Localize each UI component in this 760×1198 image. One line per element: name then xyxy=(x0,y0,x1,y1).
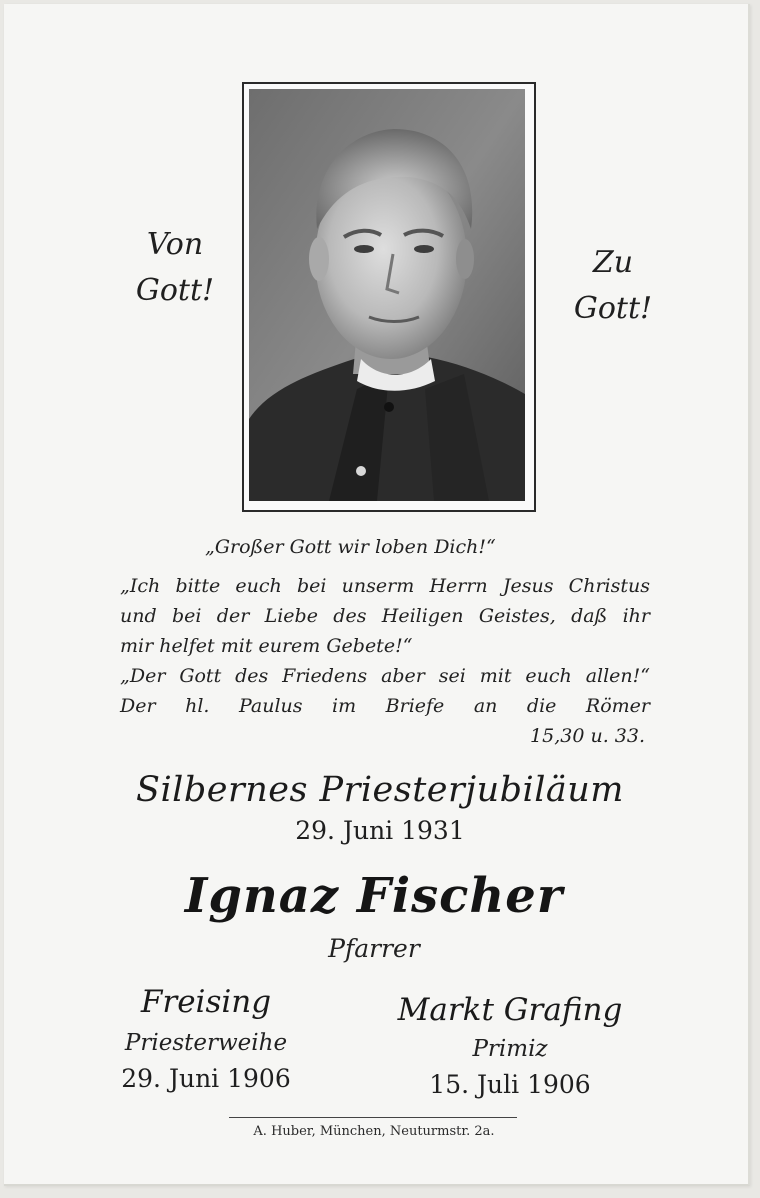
ordination-date: 29. Juni 1906 xyxy=(121,1064,291,1093)
side-text-right-line1: Zu xyxy=(592,245,634,280)
quote-line-2: „Ich bitte euch bei unserm Herrn Jesus Christus xyxy=(120,575,650,597)
person-title: Pfarrer xyxy=(328,934,420,963)
portrait-photo xyxy=(249,89,525,501)
jubilee-title: Silbernes Priesterjubiläum xyxy=(136,770,624,810)
quote-line-4: mir helfet mit eurem Gebete!“ xyxy=(120,635,413,657)
ordination-place: Freising xyxy=(140,984,272,1020)
quote-reference: 15,30 u. 33. xyxy=(530,725,645,747)
quote-line-1: „Großer Gott wir loben Dich!“ xyxy=(205,536,496,558)
first-mass-event: Primiz xyxy=(472,1036,548,1062)
imprint-divider xyxy=(229,1117,517,1118)
side-text-left-line2: Gott! xyxy=(135,273,215,308)
side-text-right xyxy=(548,240,678,332)
side-text-left xyxy=(110,222,240,314)
quote-line-5: „Der Gott des Friedens aber sei mit euch allen!“ xyxy=(120,665,650,687)
portrait-frame xyxy=(242,82,536,512)
first-mass-place: Markt Grafing xyxy=(397,992,623,1028)
person-name: Ignaz Fischer xyxy=(184,868,564,924)
jubilee-date: 29. Juni 1931 xyxy=(295,816,465,845)
quote-line-3: und bei der Liebe des Heiligen Geistes, daß ihr xyxy=(120,605,650,627)
ordination-event: Priesterweihe xyxy=(124,1030,288,1056)
first-mass-date: 15. Juli 1906 xyxy=(429,1070,591,1099)
side-text-right-line2: Gott! xyxy=(573,291,653,326)
quote-attribution: Der hl. Paulus im Briefe an die Römer xyxy=(120,695,650,717)
printer-imprint: A. Huber, München, Neuturmstr. 2a. xyxy=(253,1124,495,1139)
side-text-left-line1: Von xyxy=(146,227,204,262)
